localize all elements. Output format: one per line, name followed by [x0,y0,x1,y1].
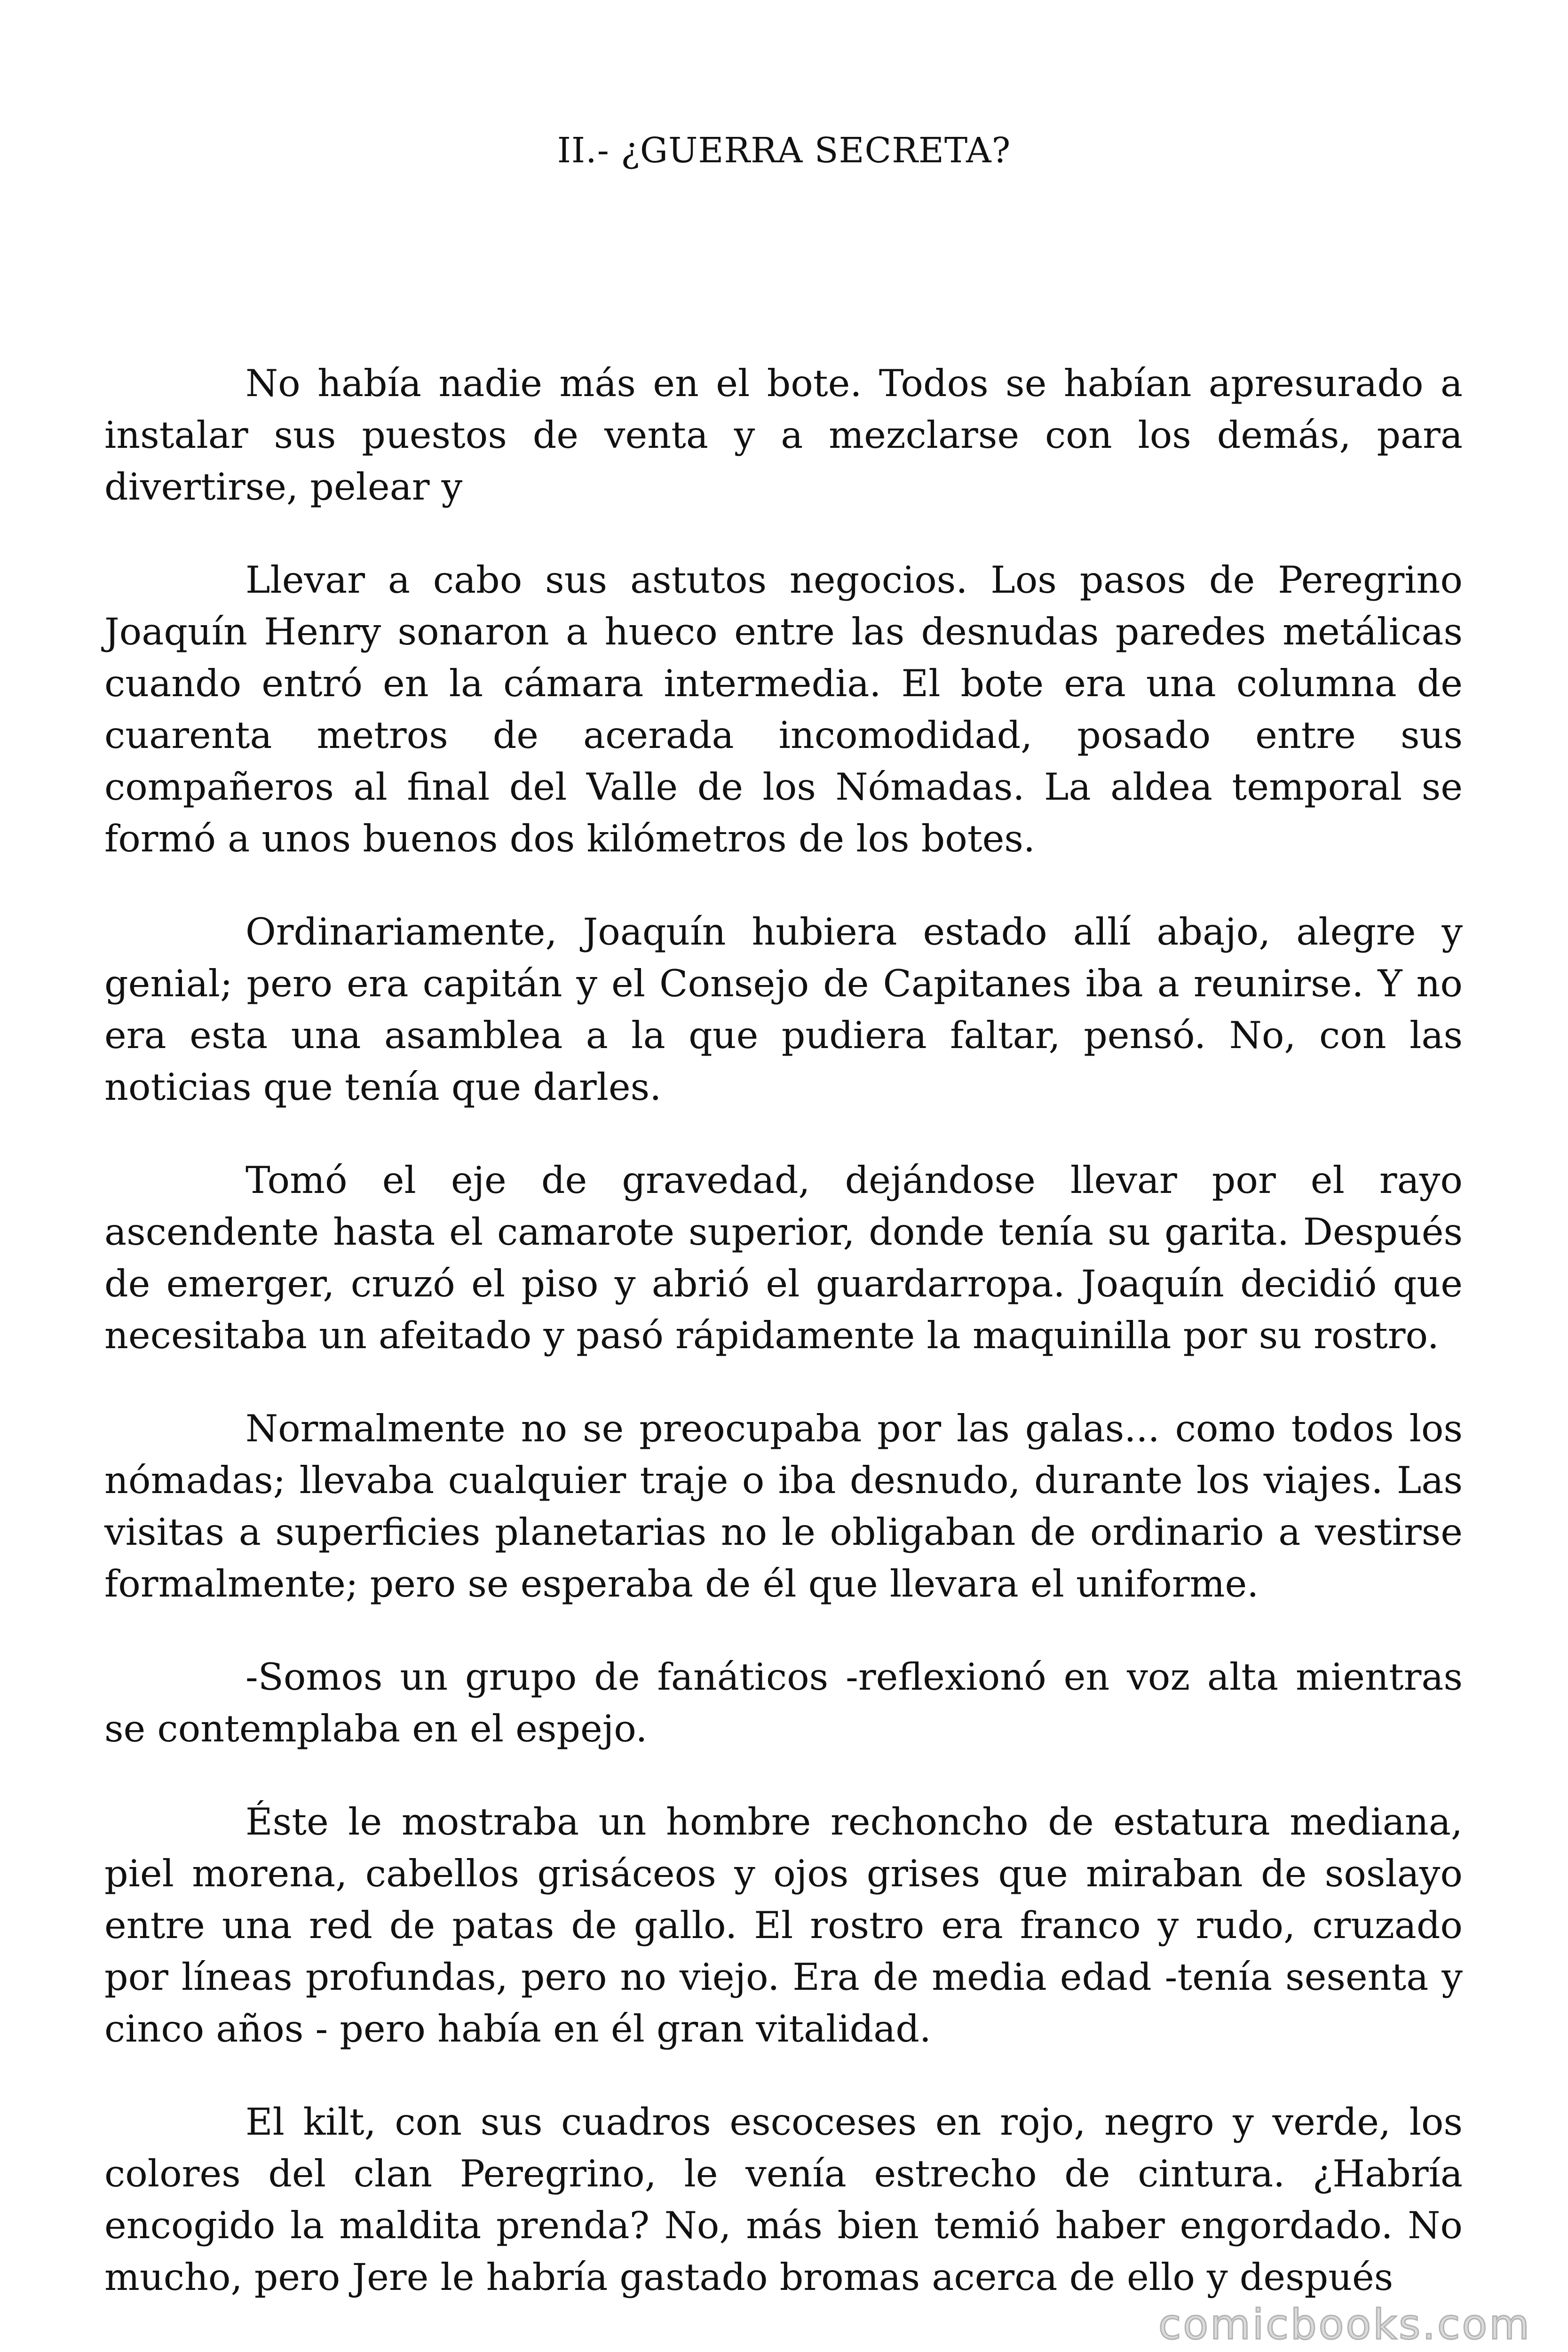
paragraph-3: Ordinariamente, Joaquín hubiera estado allí abajo, alegre y genial; pero era capitán y el Consejo de Capitanes iba a reunirse. Y no era esta una asamblea a la que pudiera faltar, pensó. No, con las noticias que tenía que darles. [104,910,1463,1109]
chapter-body [104,358,1463,2344]
chapter-title: II.- ¿GUERRA SECRETA? [557,130,1011,171]
paragraph-2: Llevar a cabo sus astutos negocios. Los pasos de Peregrino Joaquín Henry sonaron a hueco entre las desnudas paredes metálicas cuando entró en la cámara intermedia. El bote era una columna de cuarenta metros de acerada incomodidad, posado entre sus compañeros al final del Valle de los Nómadas. La aldea temporal se formó a unos buenos dos kilómetros de los botes. [104,558,1463,860]
paragraph-1: No había nadie más en el bote. Todos se habían apresurado a instalar sus puestos de venta y a mezclarse con los demás, para divertirse, pelear y [104,362,1463,509]
site-watermark: comicbooks.com [1155,2300,1535,2349]
paragraph-8: El kilt, con sus cuadros escoceses en rojo, negro y verde, los colores del clan Peregrino, le venía estrecho de cintura. ¿Habría encogido la maldita prenda? No, más bien temió haber engordado. No mucho, pero Jere le habría gastado bromas acerca de ello y después [104,2100,1463,2299]
paragraph-7: Éste le mostraba un hombre rechoncho de estatura mediana, piel morena, cabellos grisáceos y ojos grises que miraban de soslayo entre una red de patas de gallo. El rostro era franco y rudo, cruzado por líneas profundas, pero no viejo. Era de media edad -tenía sesenta y cinco años - pero había en él gran vitalidad. [104,1800,1463,2050]
paragraph-5: Normalmente no se preocupaba por las galas... como todos los nómadas; llevaba cualquier traje o iba desnudo, durante los viajes. Las visitas a superficies planetarias no le obligaban de ordinario a vestirse formalmente; pero se esperaba de él que llevara el uniforme. [104,1407,1463,1605]
paragraph-6: -Somos un grupo de fanáticos -reflexionó en voz alta mientras se contemplaba en el espejo. [104,1655,1463,1750]
paragraph-4: Tomó el eje de gravedad, dejándose llevar por el rayo ascendente hasta el camarote superior, donde tenía su garita. Después de emerger, cruzó el piso y abrió el guardarropa. Joaquín decidió que necesitaba un afeitado y pasó rápidamente la maquinilla por su rostro. [104,1159,1463,1357]
